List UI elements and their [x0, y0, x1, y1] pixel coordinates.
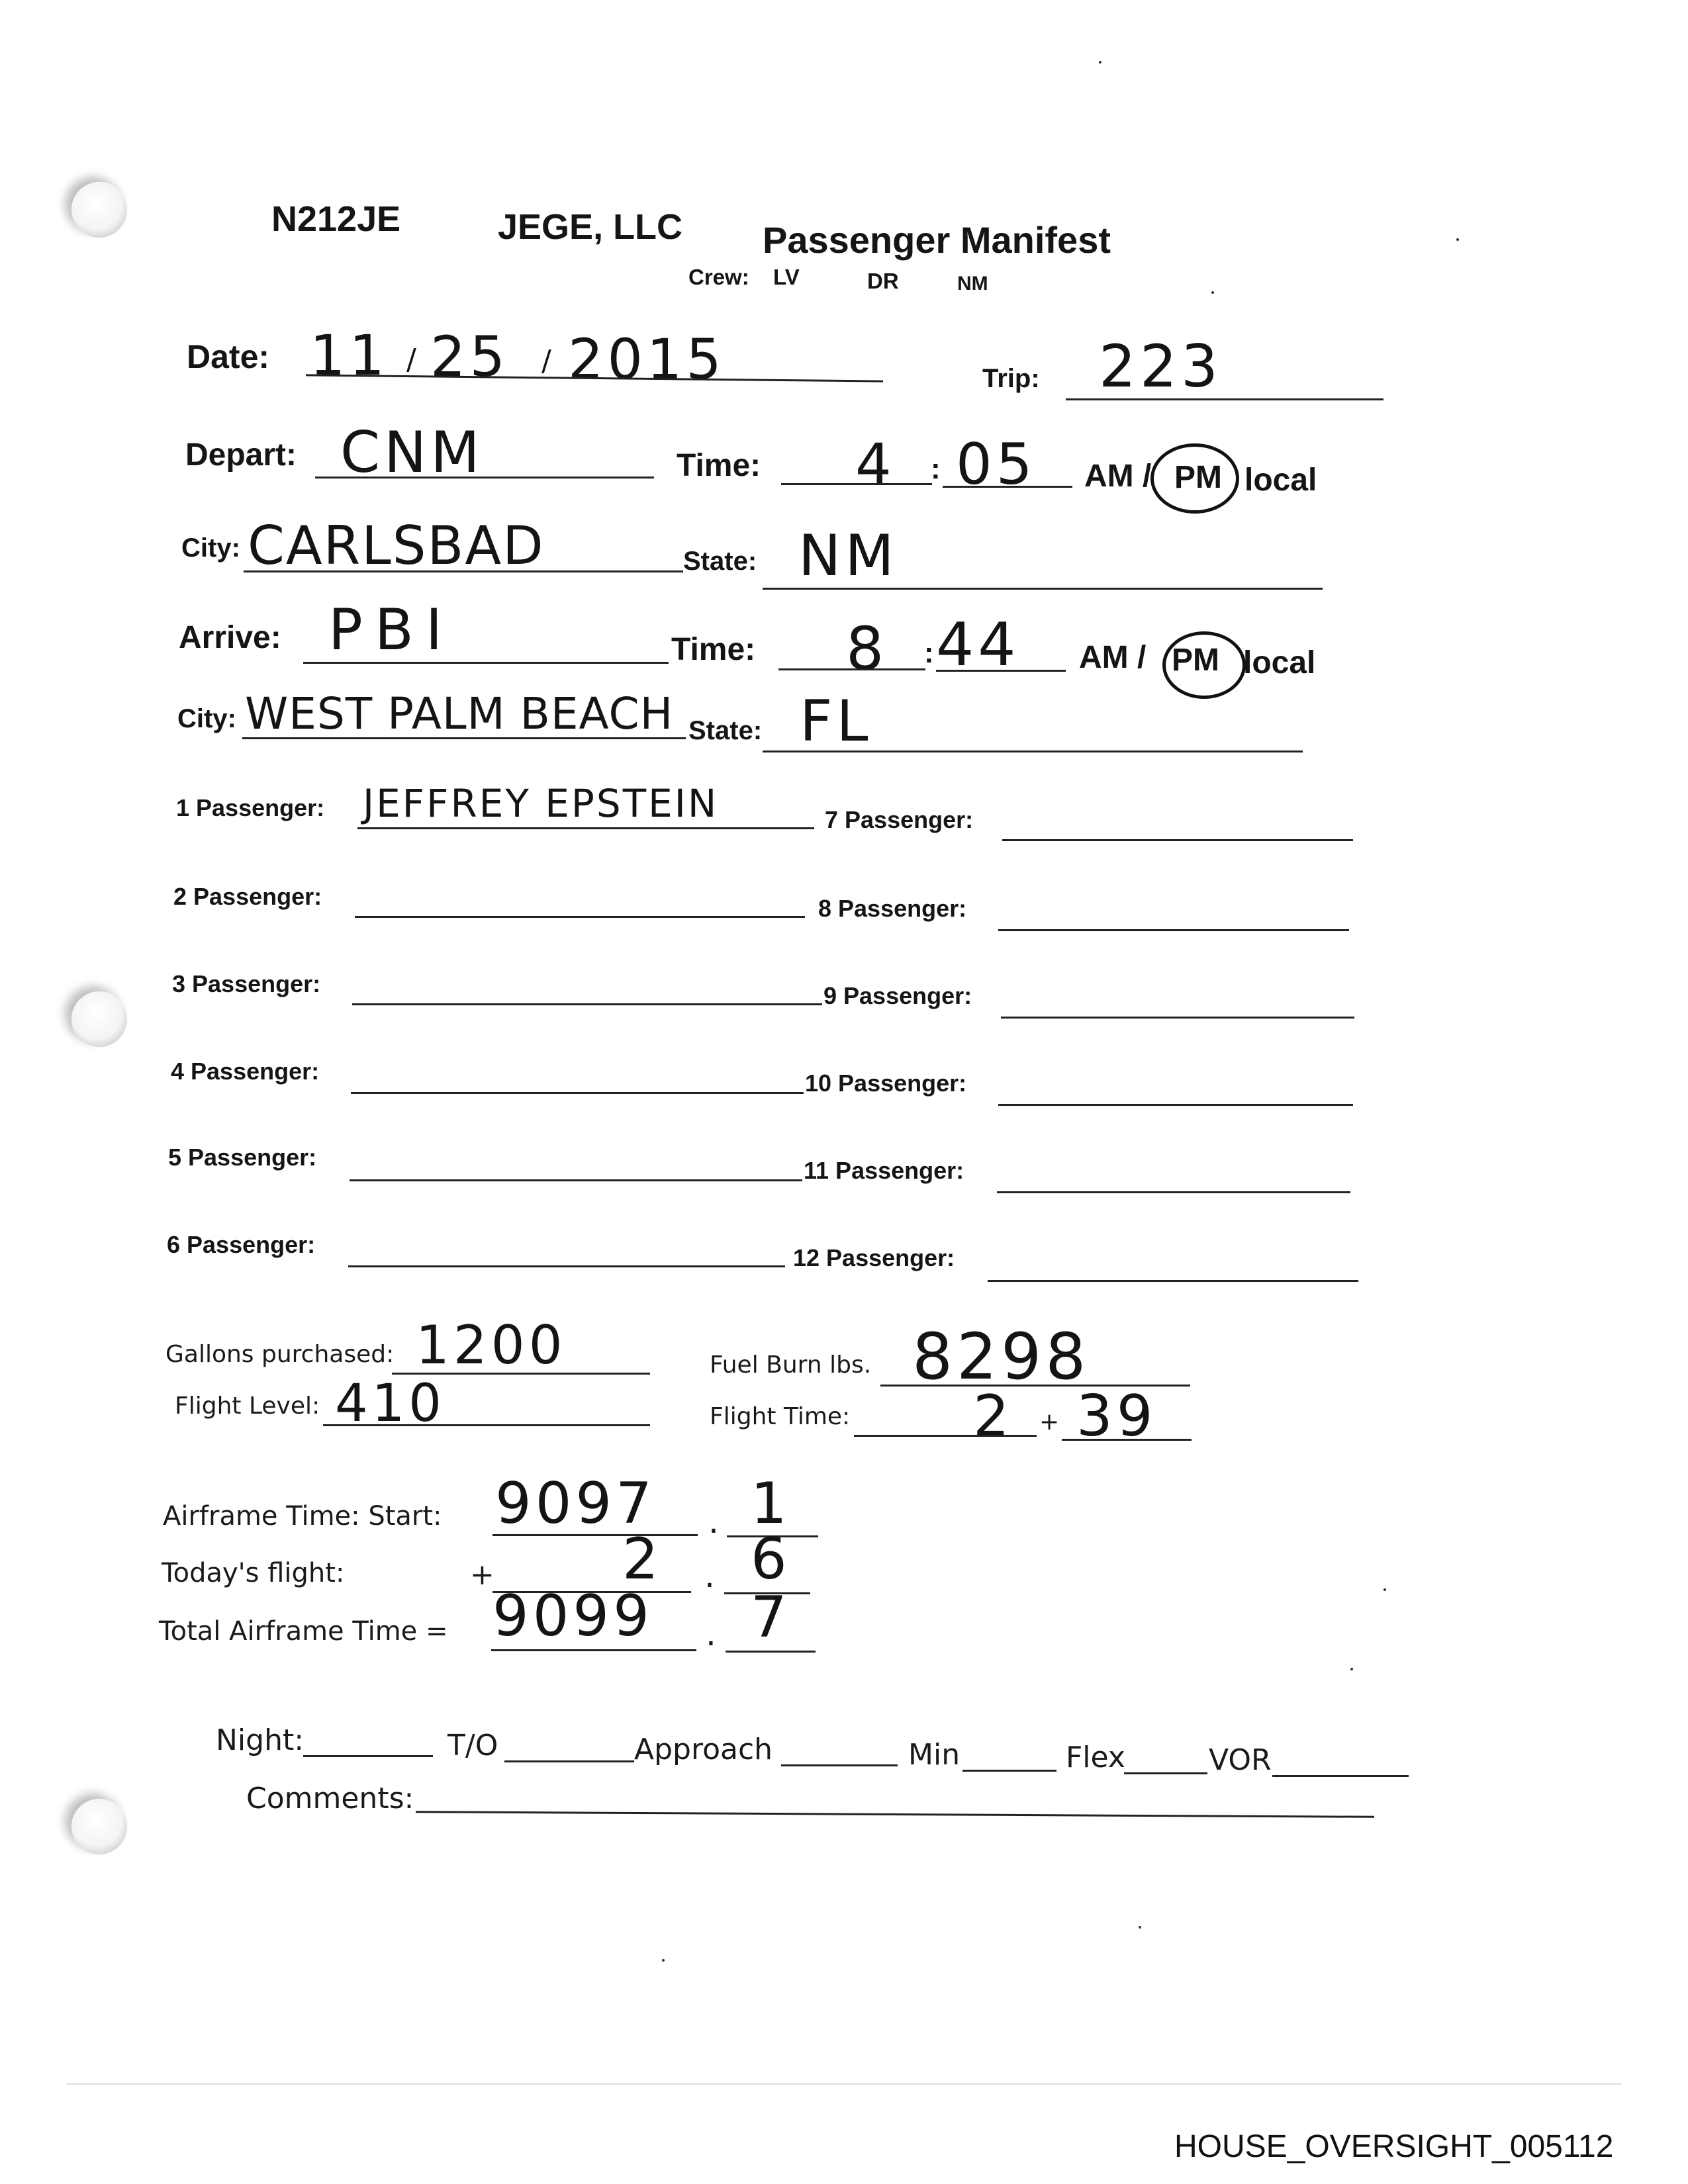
approach-line[interactable]: [781, 1764, 898, 1766]
depart-hour[interactable]: 4: [855, 432, 896, 498]
scan-speck: [1456, 238, 1459, 241]
min-line[interactable]: [962, 1770, 1056, 1772]
arrive-minute-line: [936, 670, 1066, 672]
total-airframe-whole-line: [491, 1649, 696, 1651]
crew-label: Crew:: [688, 265, 749, 289]
date-month[interactable]: 11: [310, 323, 389, 388]
passenger-11-line: [997, 1191, 1350, 1193]
depart-hour-line: [781, 483, 932, 485]
passenger-1-line: [357, 827, 814, 829]
passenger-7-label: 7 Passenger:: [825, 806, 974, 833]
flight-time-hours-line: [854, 1435, 1037, 1437]
depart-city[interactable]: CARLSBAD: [248, 515, 545, 576]
todays-flight-dot: .: [704, 1557, 715, 1595]
arrive-line: [303, 662, 669, 664]
gallons-label: Gallons purchased:: [165, 1341, 395, 1368]
arrive-code[interactable]: PBI: [328, 597, 455, 663]
comments-label: Comments:: [246, 1782, 414, 1815]
fuel-burn-label: Fuel Burn lbs.: [710, 1351, 872, 1379]
arrive-pm-option[interactable]: PM: [1172, 643, 1219, 678]
trip-line: [1066, 398, 1383, 400]
date-slash-2: /: [541, 344, 555, 378]
bates-number: HOUSE_OVERSIGHT_005112: [1174, 2129, 1614, 2164]
passenger-3-line: [352, 1003, 822, 1005]
passenger-1-label: 1 Passenger:: [176, 794, 325, 821]
arrive-city-line: [242, 737, 686, 739]
flight-time-separator: +: [1039, 1408, 1060, 1435]
passenger-4-line: [351, 1092, 804, 1094]
depart-state-label: State:: [683, 547, 757, 576]
scan-speck: [1099, 61, 1102, 64]
vor-line[interactable]: [1272, 1775, 1409, 1777]
takeoff-line[interactable]: [504, 1760, 634, 1762]
punch-hole-bottom: [71, 1799, 127, 1854]
flight-level-value[interactable]: 410: [335, 1374, 445, 1433]
depart-time-label: Time:: [677, 448, 761, 483]
depart-local-label: local: [1244, 463, 1317, 498]
airframe-start-dot: .: [708, 1502, 719, 1541]
company-name: JEGE, LLC: [498, 207, 683, 247]
depart-label: Depart:: [185, 437, 297, 473]
depart-colon: :: [931, 453, 941, 485]
passenger-12-label: 12 Passenger:: [793, 1244, 955, 1271]
punch-hole-middle: [71, 991, 127, 1047]
total-airframe-tenth-line: [726, 1651, 816, 1653]
arrive-hour[interactable]: 8: [846, 614, 888, 684]
depart-state-line: [763, 588, 1323, 590]
depart-minute[interactable]: 05: [956, 432, 1037, 498]
takeoff-label: T/O: [447, 1729, 498, 1762]
scan-speck: [662, 1959, 665, 1962]
todays-flight-plus: +: [470, 1558, 494, 1592]
total-airframe-label: Total Airframe Time =: [159, 1616, 448, 1647]
passenger-6-label: 6 Passenger:: [167, 1231, 316, 1258]
depart-state[interactable]: NM: [798, 523, 898, 589]
passenger-3-label: 3 Passenger:: [172, 970, 321, 997]
passenger-1-name[interactable]: JEFFREY EPSTEIN: [363, 781, 719, 826]
flight-level-line: [323, 1424, 650, 1426]
date-day[interactable]: 25: [430, 324, 509, 389]
depart-pm-option[interactable]: PM: [1174, 460, 1222, 495]
arrive-pm-circle: [1162, 631, 1246, 699]
passenger-7-line: [1002, 839, 1353, 841]
flight-level-label: Flight Level:: [175, 1392, 320, 1420]
airframe-start-whole-line: [492, 1534, 698, 1536]
passenger-10-line: [998, 1104, 1353, 1106]
arrive-state-label: State:: [688, 716, 763, 745]
page-title: Passenger Manifest: [763, 219, 1111, 261]
depart-pm-circle: [1150, 443, 1239, 514]
arrive-label: Arrive:: [179, 620, 281, 655]
night-line[interactable]: [303, 1755, 433, 1757]
depart-line: [315, 477, 654, 478]
scan-speck: [1211, 291, 1214, 294]
scan-speck: [1383, 1588, 1386, 1591]
arrive-city-label: City:: [177, 704, 236, 733]
arrive-hour-line: [778, 668, 925, 670]
page-bottom-edge: [66, 2083, 1622, 2085]
flight-time-minutes[interactable]: 39: [1076, 1383, 1157, 1449]
arrive-local-label: local: [1243, 645, 1316, 680]
airframe-start-whole[interactable]: 9097: [495, 1471, 656, 1537]
depart-code[interactable]: CNM: [340, 420, 484, 486]
total-airframe-whole[interactable]: 9099: [492, 1583, 653, 1649]
crew-member-2: DR: [867, 269, 899, 293]
trip-number[interactable]: 223: [1099, 332, 1222, 400]
min-label: Min: [908, 1738, 961, 1772]
punch-hole-top: [71, 182, 127, 238]
date-slash-1: /: [406, 343, 420, 377]
passenger-9-label: 9 Passenger:: [823, 982, 972, 1009]
depart-city-line: [244, 570, 683, 572]
fuel-burn-value[interactable]: 8298: [912, 1320, 1090, 1394]
todays-flight-tenth[interactable]: 6: [751, 1526, 791, 1592]
arrive-city[interactable]: WEST PALM BEACH: [245, 688, 674, 739]
total-airframe-tenth[interactable]: 7: [751, 1584, 791, 1651]
passenger-5-line: [350, 1179, 802, 1181]
airframe-start-label: Airframe Time: Start:: [163, 1501, 442, 1531]
night-label: Night:: [216, 1723, 305, 1757]
passenger-12-line: [988, 1280, 1358, 1282]
passenger-6-line: [348, 1265, 785, 1267]
comments-line[interactable]: [416, 1811, 1374, 1818]
passenger-4-label: 4 Passenger:: [171, 1058, 320, 1085]
todays-flight-label: Today's flight:: [162, 1558, 345, 1588]
passenger-5-label: 5 Passenger:: [168, 1144, 317, 1171]
gallons-value[interactable]: 1200: [416, 1314, 567, 1376]
flight-time-minutes-line: [1062, 1439, 1192, 1441]
depart-city-label: City:: [181, 533, 240, 563]
tail-number: N212JE: [271, 199, 401, 239]
arrive-state-line: [763, 751, 1303, 752]
total-airframe-dot: .: [706, 1615, 716, 1653]
todays-flight-whole[interactable]: 2: [622, 1526, 663, 1592]
crew-member-3: NM: [957, 273, 988, 295]
scan-speck: [1139, 1926, 1141, 1929]
crew-member-1: LV: [773, 265, 800, 289]
airframe-start-tenth[interactable]: 1: [751, 1471, 791, 1537]
date-year[interactable]: 2015: [568, 327, 726, 392]
passenger-11-label: 11 Passenger:: [804, 1157, 964, 1184]
passenger-9-line: [1001, 1017, 1354, 1019]
depart-am-option[interactable]: AM /: [1084, 459, 1152, 494]
vor-label: VOR: [1209, 1743, 1272, 1777]
arrive-colon: :: [924, 637, 934, 669]
flex-line[interactable]: [1124, 1772, 1207, 1774]
passenger-8-line: [998, 929, 1349, 931]
flex-label: Flex: [1066, 1741, 1125, 1774]
trip-label: Trip:: [982, 364, 1040, 393]
passenger-2-label: 2 Passenger:: [173, 883, 322, 910]
passenger-8-label: 8 Passenger:: [818, 895, 967, 922]
flight-time-hours[interactable]: 2: [973, 1383, 1013, 1449]
passenger-10-label: 10 Passenger:: [805, 1069, 967, 1097]
flight-time-label: Flight Time:: [710, 1403, 851, 1430]
arrive-state[interactable]: FL: [800, 688, 872, 754]
depart-minute-line: [943, 486, 1072, 488]
arrive-time-label: Time:: [671, 632, 756, 667]
arrive-minute[interactable]: 44: [936, 610, 1020, 680]
scan-speck: [1350, 1668, 1353, 1670]
arrive-am-option[interactable]: AM /: [1079, 640, 1147, 675]
approach-label: Approach: [634, 1733, 773, 1766]
passenger-2-line: [355, 916, 805, 918]
date-label: Date:: [187, 338, 270, 375]
